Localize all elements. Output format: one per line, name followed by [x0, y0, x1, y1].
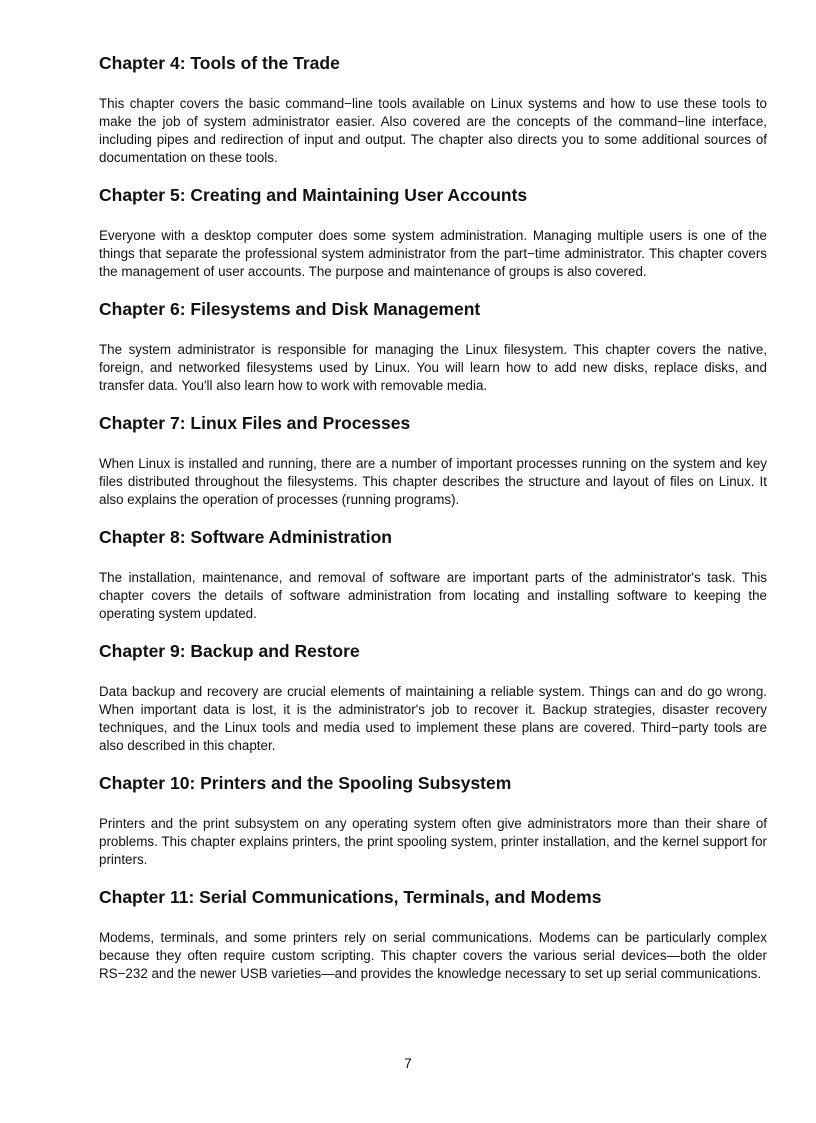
chapter-4-description: This chapter covers the basic command−line tools available on Linux systems and how to use these tools to make the job of system administrator easier. Also covered are the concepts of the command−line interface, including pipes and redirection of input and output. The chapter also directs you to some additional sources of documentation on these tools.	[99, 96, 767, 165]
chapter-9-description: Data backup and recovery are crucial elements of maintaining a reliable system. Things can and do go wrong. When important data is lost, it is the administrator's job to recover it. Backup strategies, disaster recovery techniques, and the Linux tools and media used to implement these plans are covered. Third−party tools are also described in this chapter.	[99, 684, 767, 753]
chapter-7-section	[99, 412, 767, 509]
chapter-9-heading: Chapter 9: Backup and Restore	[99, 641, 360, 661]
chapter-8-description: The installation, maintenance, and removal of software are important parts of the administrator's task. This chapter covers the details of software administration from locating and installing software to keeping the operating system updated.	[99, 570, 767, 621]
chapter-9-section	[99, 640, 767, 755]
chapter-7-description: When Linux is installed and running, there are a number of important processes running on the system and key files distributed throughout the filesystems. This chapter describes the structure and layout of files on Linux. It also explains the operation of processes (running programs).	[99, 456, 767, 507]
chapter-11-heading: Chapter 11: Serial Communications, Terminals, and Modems	[99, 887, 602, 907]
chapter-7-heading: Chapter 7: Linux Files and Processes	[99, 413, 411, 433]
chapter-8-section	[99, 526, 767, 623]
chapter-11-description: Modems, terminals, and some printers rely on serial communications. Modems can be particularly complex because they often require custom scripting. This chapter covers the various serial devices—both the older RS−232 and the newer USB varieties—and provides the knowledge necessary to set up serial communications.	[99, 930, 767, 981]
page-content	[99, 52, 767, 1000]
chapter-6-heading: Chapter 6: Filesystems and Disk Management	[99, 299, 481, 319]
page-number: 7	[404, 1056, 412, 1071]
chapter-8-heading: Chapter 8: Software Administration	[99, 527, 392, 547]
chapter-5-heading: Chapter 5: Creating and Maintaining User Accounts	[99, 185, 528, 205]
chapter-6-description: The system administrator is responsible for managing the Linux filesystem. This chapter covers the native, foreign, and networked filesystems used by Linux. You will learn how to add new disks, replace disks, and transfer data. You'll also learn how to work with removable media.	[99, 342, 767, 393]
chapter-6-section	[99, 298, 767, 395]
chapter-10-section	[99, 772, 767, 869]
chapter-10-description: Printers and the print subsystem on any operating system often give administrators more than their share of problems. This chapter explains printers, the print spooling system, printer installation, and the kernel support for printers.	[99, 816, 767, 867]
chapter-10-heading: Chapter 10: Printers and the Spooling Subsystem	[99, 773, 512, 793]
chapter-5-section	[99, 184, 767, 281]
chapter-5-description: Everyone with a desktop computer does some system administration. Managing multiple users is one of the things that separate the professional system administrator from the part−time administrator. This chapter covers the management of user accounts. The purpose and maintenance of groups is also covered.	[99, 228, 767, 279]
chapter-4-section	[99, 52, 767, 167]
chapter-4-heading: Chapter 4: Tools of the Trade	[99, 53, 340, 73]
chapter-11-section	[99, 886, 767, 983]
